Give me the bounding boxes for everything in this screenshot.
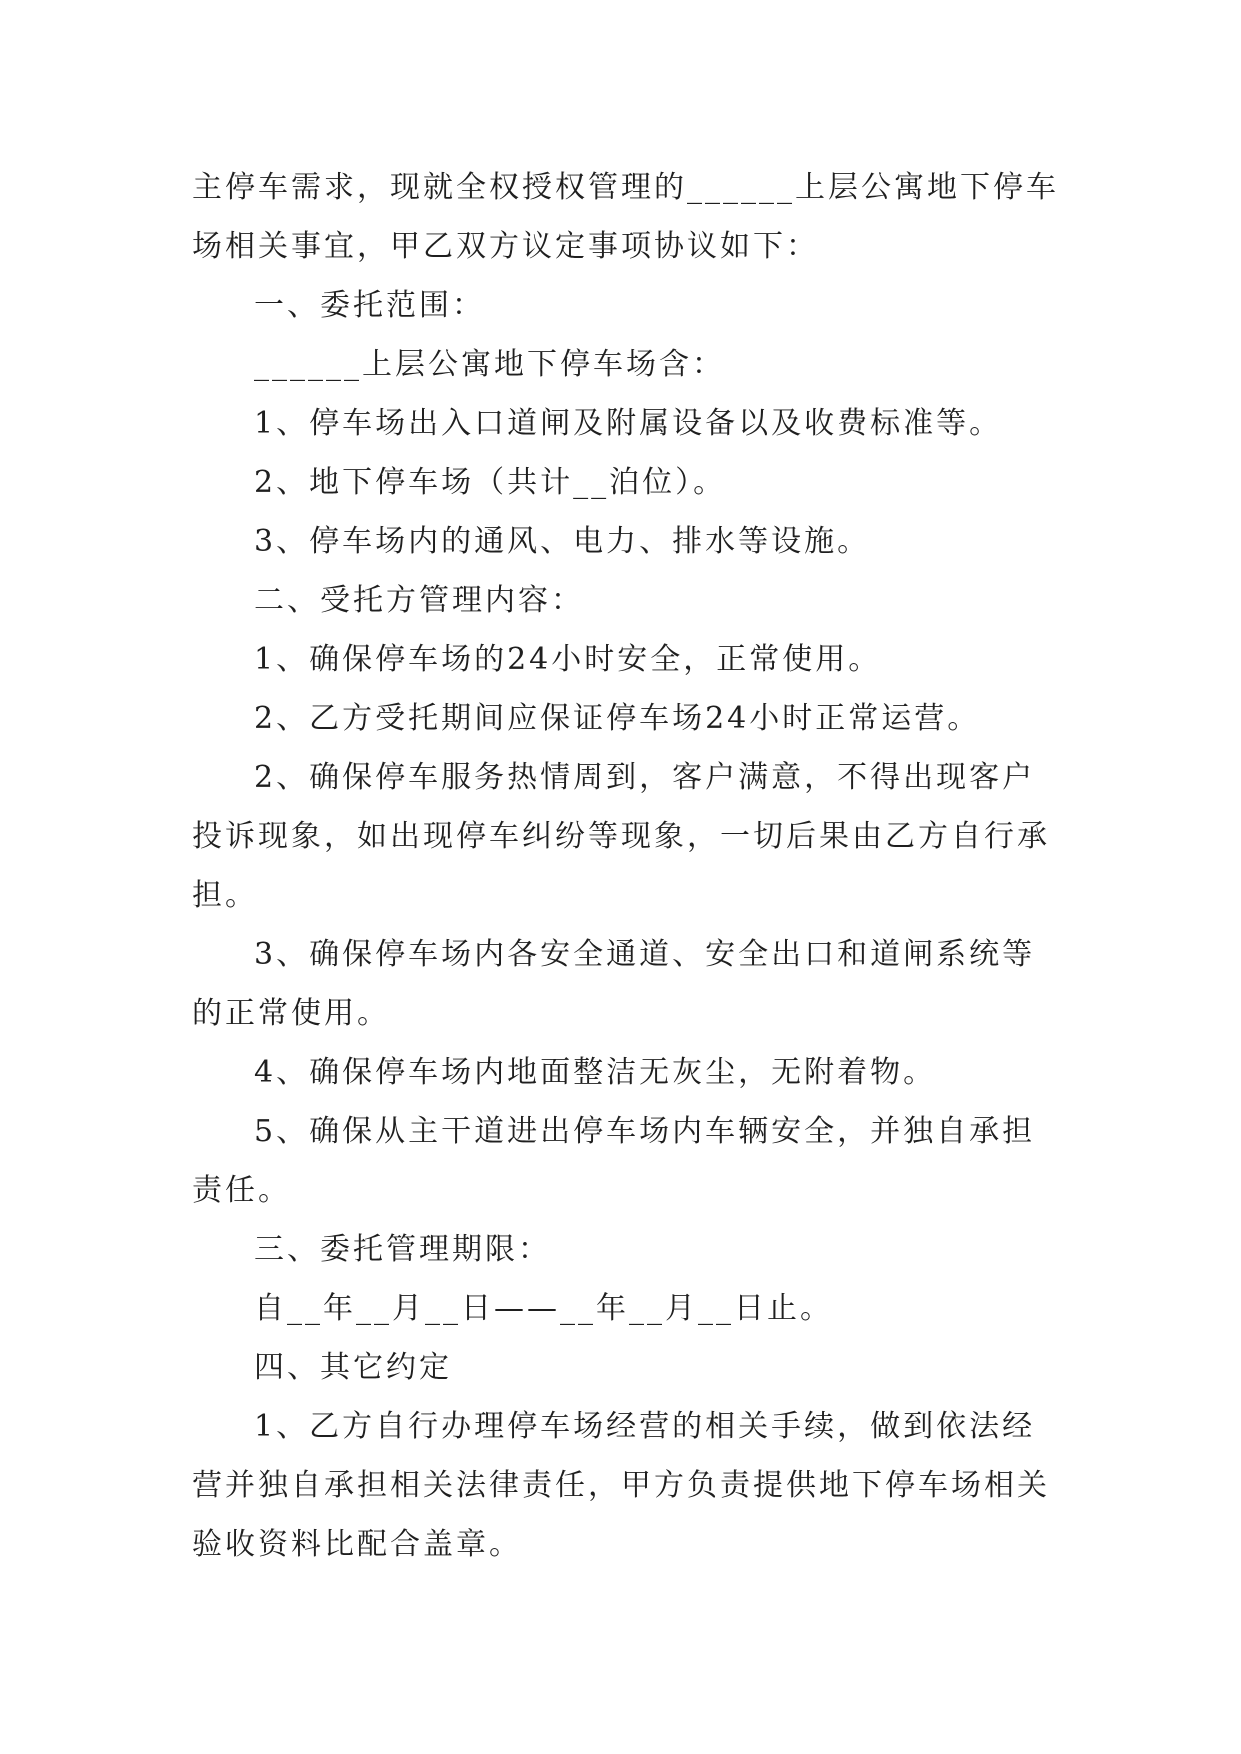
heading-management-term: 三、委托管理期限： (254, 1232, 551, 1267)
scope-item-3: 3、停车场内的通风、电力、排水等设施。 (254, 524, 871, 559)
heading-entrust-scope: 一、委托范围： (254, 288, 485, 323)
management-item-5: 5、确保从主干道进出停车场内车辆安全，并独自承担责任。 (192, 1114, 1036, 1208)
heading-management-content: 二、受托方管理内容： (254, 583, 584, 618)
scope-item-2: 2、地下停车场（共计__泊位）。 (254, 465, 727, 500)
management-item-2b: 2、确保停车服务热情周到，客户满意，不得出现客户投诉现象，如出现停车纠纷等现象，一切后果由乙方自行承担。 (192, 760, 1050, 913)
management-item-3: 3、确保停车场内各安全通道、安全出口和道闸系统等的正常使用。 (192, 937, 1036, 1031)
management-item-4: 4、确保停车场内地面整洁无灰尘，无附着物。 (254, 1055, 937, 1090)
paragraph-intro: 主停车需求，现就全权授权管理的______上层公寓地下停车场相关事宜，甲乙双方议定事项协议如下： (192, 170, 1059, 264)
management-item-2a: 2、乙方受托期间应保证停车场24小时正常运营。 (254, 701, 981, 736)
other-item-1: 1、乙方自行办理停车场经营的相关手续，做到依法经营并独自承担相关法律责任，甲方负责提供地下停车场相关验收资料比配合盖章。 (192, 1409, 1050, 1562)
paragraph-term-dates: 自__年__月__日——__年__月__日止。 (254, 1291, 833, 1326)
heading-other-agreements: 四、其它约定 (254, 1350, 452, 1385)
document-body (192, 158, 1062, 1574)
paragraph-scope-includes: ______上层公寓地下停车场含： (254, 347, 725, 382)
scope-item-1: 1、停车场出入口道闸及附属设备以及收费标准等。 (254, 406, 1003, 441)
management-item-1: 1、确保停车场的24小时安全，正常使用。 (254, 642, 882, 677)
